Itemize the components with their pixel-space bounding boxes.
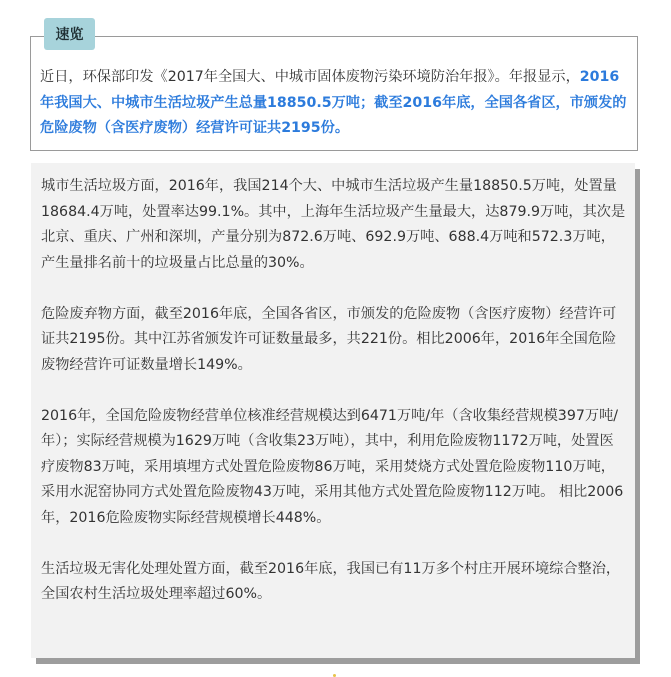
summary-highlight-text: 2016年我国大、中城市生活垃圾产生总量18850.5万吨；截至2016年底，全国各省区，市颁发的危险废物（含医疗废物）经营许可证共2195份。: [40, 69, 627, 136]
paragraph-hazardous-waste-capacity: 2016年，全国危险废物经营单位核准经营规模达到6471万吨/年（含收集经营规模397万吨/年）；实际经营规模为1629万吨（含收集23万吨），其中，利用危险废物1172万吨，处置医疗废物83万吨，采用填埋方式处置危险废物86万吨，采用焚烧方式处置危险废物110万吨，采用水泥窑协同方式处置危险废物43万吨，采用其他方式处置危险废物112万吨。 相比2006年，2016危险废物实际经营规模增长448%。: [41, 407, 624, 526]
summary-tab: [44, 18, 95, 50]
paragraph-municipal-waste: 城市生活垃圾方面，2016年，我国214个大、中城市生活垃圾产生量18850.5万吨，处置量18684.4万吨，处置率达99.1%。其中，上海年生活垃圾产生量最大，达879.9万吨，其次是北京、重庆、广州和深圳，产量分别为872.6万吨、692.9万吨、688.4万吨和572.3万吨，产生量排名前十的垃圾量占比总量的30%。: [41, 178, 626, 271]
summary-tab-label: 速览: [55, 27, 84, 43]
paragraph-hazardous-waste-permits: 危险废弃物方面，截至2016年底，全国各省区，市颁发的危险废物（含医疗废物）经营许可证共2195份。其中江苏省颁发许可证数量最多，共221份。相比2006年，2016年全国危险废物经营许可证数量增长149%。: [41, 305, 617, 373]
summary-lead-text: 近日，环保部印发《2017年全国大、中城市固体废物污染环境防治年报》。年报显示，: [40, 69, 580, 85]
paragraph-rural-waste: 生活垃圾无害化处理处置方面，截至2016年底，我国已有11万多个村庄开展环境综合整治，全国农村生活垃圾处理率超过60%。: [41, 560, 621, 602]
body-panel: [31, 163, 635, 658]
summary-box: [30, 36, 638, 151]
